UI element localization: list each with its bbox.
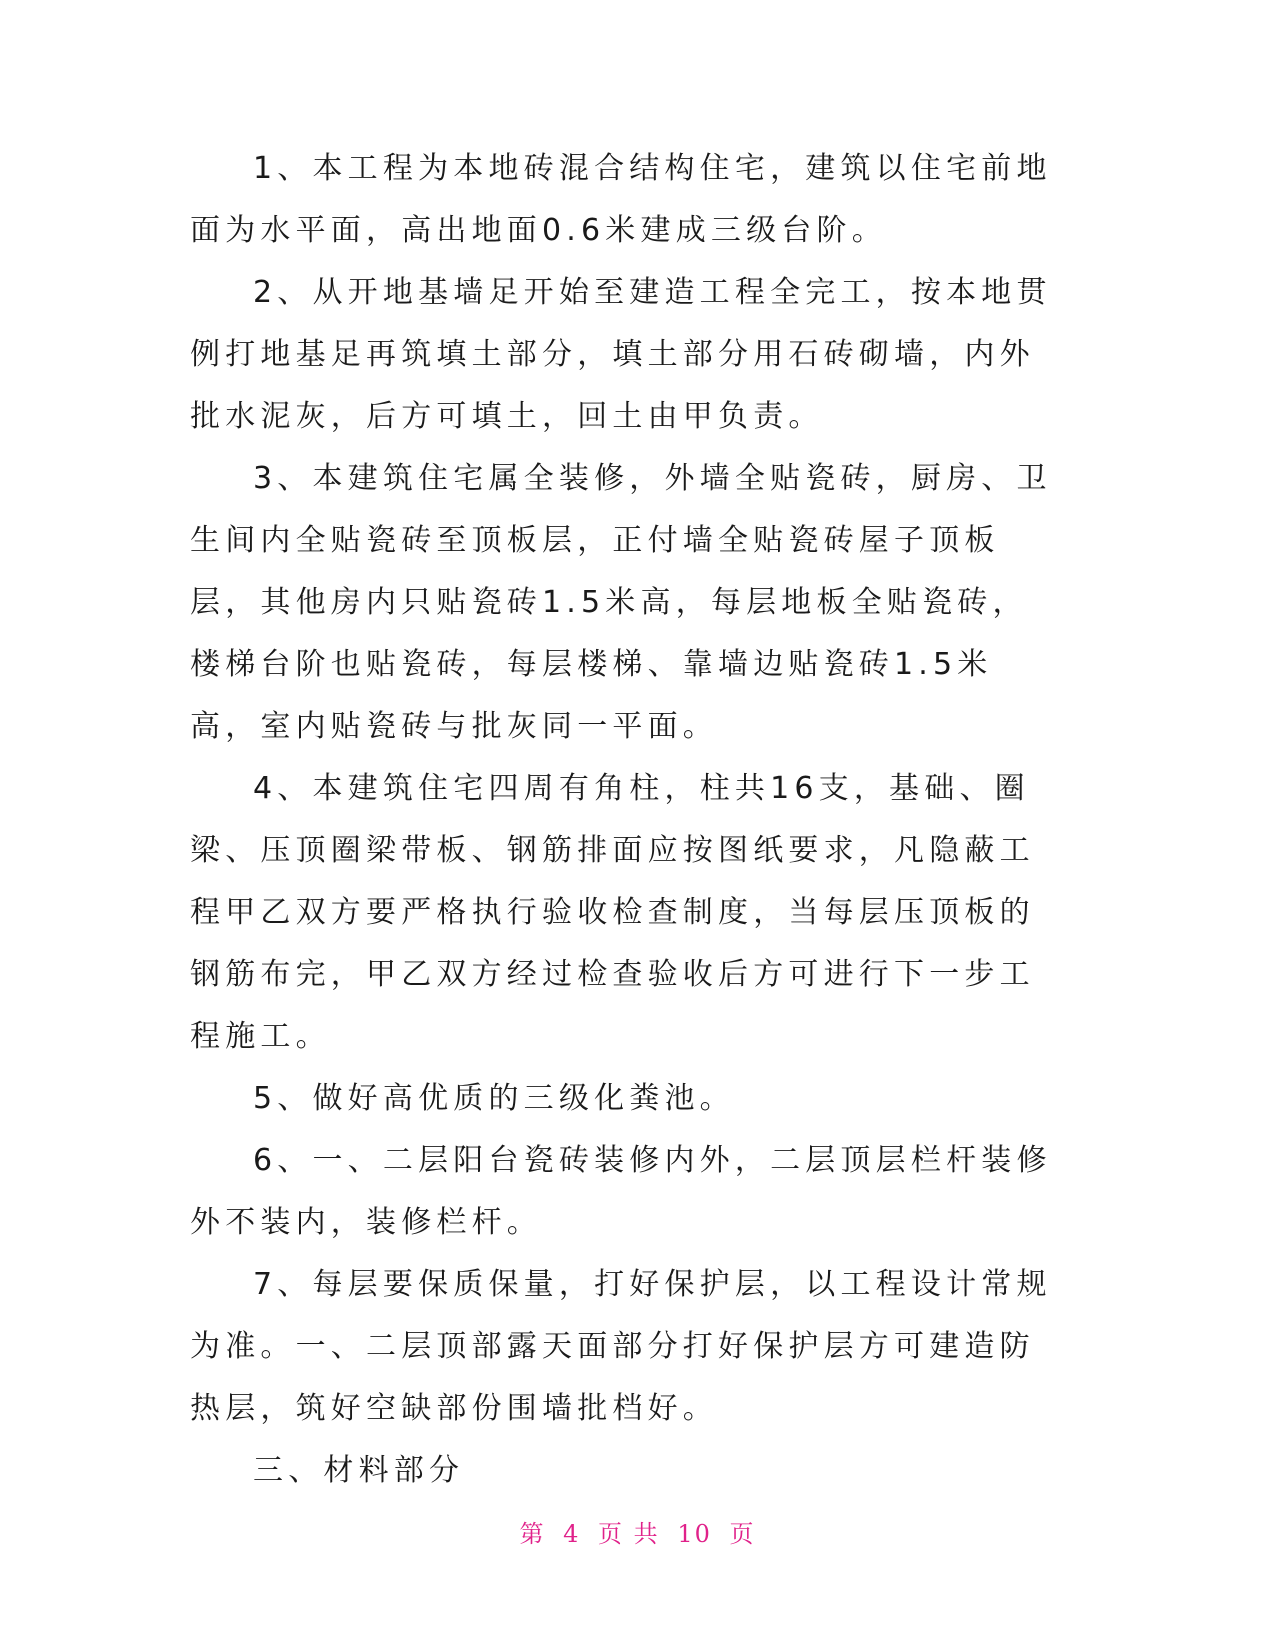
paragraph-3: 3、本建筑住宅属全装修，外墙全贴瓷砖，厨房、卫生间内全贴瓷砖至顶板层，正付墙全贴瓷砖屋子顶板层，其他房内只贴瓷砖1.5米高，每层地板全贴瓷砖，楼梯台阶也贴瓷砖，每层楼梯、靠墙边贴瓷砖1.5米高，室内贴瓷砖与批灰同一平面。 (190, 461, 1052, 744)
footer-total-pages: 10 (677, 1520, 712, 1548)
footer-current-page: 4 (563, 1520, 581, 1548)
paragraph-1: 1、本工程为本地砖混合结构住宅，建筑以住宅前地面为水平面，高出地面0.6米建成三级台阶。 (190, 151, 1052, 248)
section-heading-materials: 三、材料部分 (253, 1453, 465, 1488)
paragraph-4: 4、本建筑住宅四周有角柱，柱共16支，基础、圈梁、压顶圈梁带板、钢筋排面应按图纸要求，凡隐蔽工程甲乙双方要严格执行验收检查制度，当每层压顶板的钢筋布完，甲乙双方经过检查验收后方可进行下一步工程施工。 (190, 771, 1035, 1054)
footer-middle: 页 共 (598, 1520, 660, 1548)
footer-suffix: 页 (729, 1520, 756, 1548)
paragraph-5: 5、做好高优质的三级化粪池。 (253, 1081, 735, 1116)
paragraph-6: 6、一、二层阳台瓷砖装修内外，二层顶层栏杆装修外不装内，装修栏杆。 (190, 1143, 1052, 1240)
document-body (190, 138, 1060, 1502)
footer-prefix: 第 (519, 1520, 546, 1548)
paragraph-7: 7、每层要保质保量，打好保护层，以工程设计常规为准。一、二层顶部露天面部分打好保护层方可建造防热层，筑好空缺部份围墙批档好。 (190, 1267, 1052, 1426)
paragraph-2: 2、从开地基墙足开始至建造工程全完工，按本地贯例打地基足再筑填土部分，填土部分用石砖砌墙，内外批水泥灰，后方可填土，回土由甲负责。 (190, 275, 1052, 434)
page-number-footer (0, 1514, 1275, 1549)
